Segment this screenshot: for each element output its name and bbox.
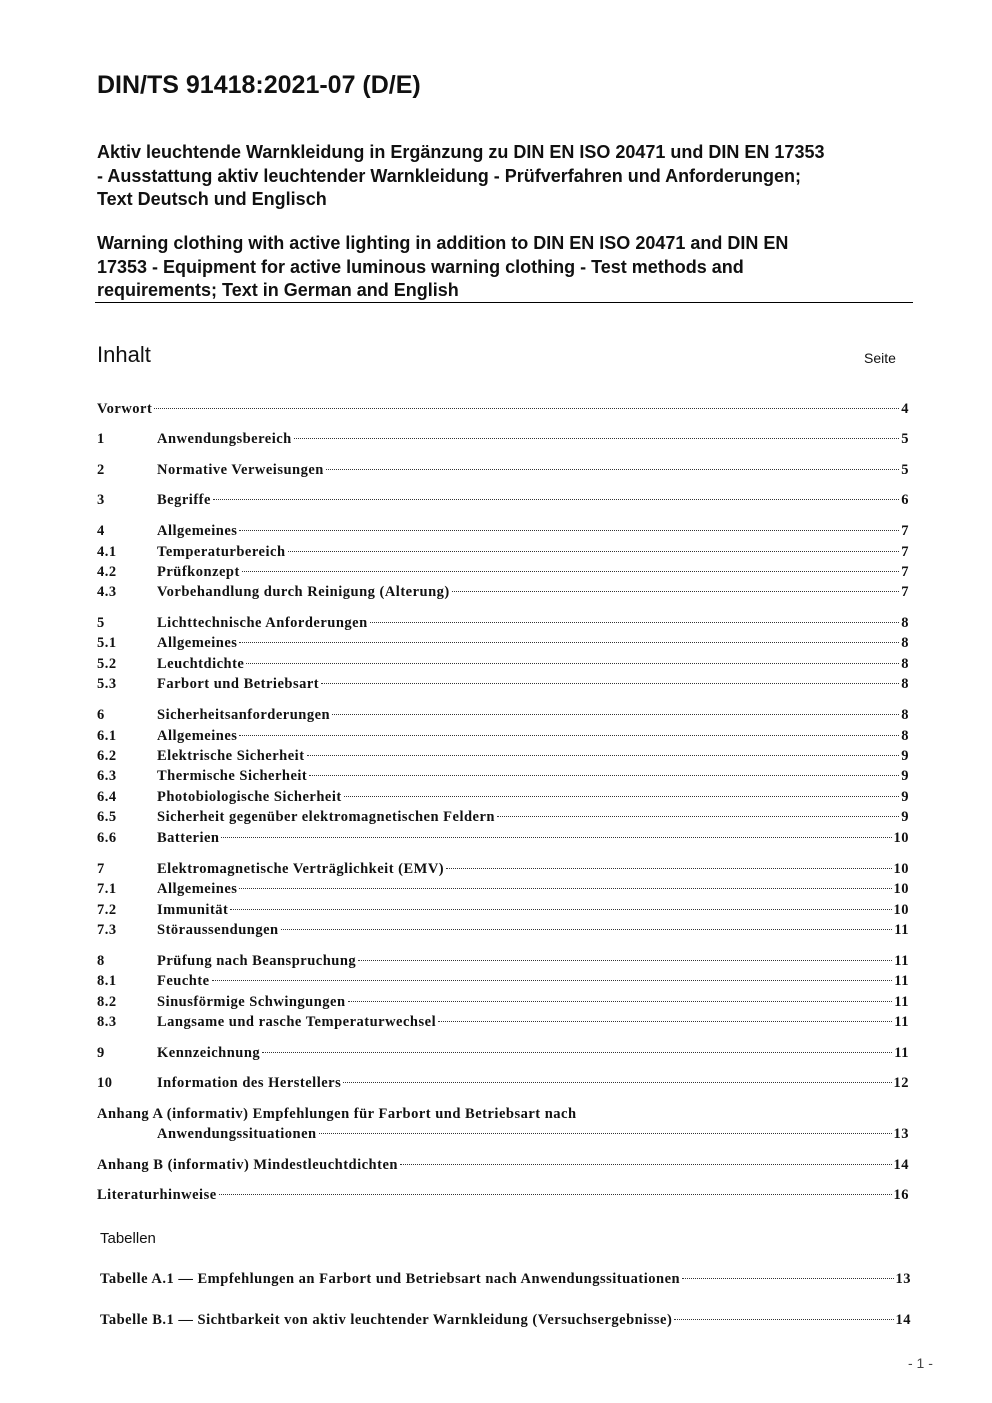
toc-entry-title: Normative Verweisungen — [157, 462, 324, 478]
table-entry-page: 13 — [895, 1271, 911, 1287]
title-divider — [95, 302, 913, 303]
toc-entry-title: Farbort und Betriebsart — [157, 676, 320, 692]
toc-entry[interactable] — [97, 460, 909, 480]
toc-entry[interactable] — [97, 705, 909, 725]
toc-entry-title: Sinusförmige Schwingungen — [157, 994, 346, 1010]
toc-entry-number: 5.3 — [97, 676, 117, 692]
dot-leader — [674, 1319, 893, 1320]
toc-entry[interactable] — [97, 920, 909, 940]
toc-entry-number: 8.3 — [97, 1014, 117, 1030]
toc-entry[interactable] — [97, 859, 909, 879]
toc-entry-page: 8 — [901, 615, 909, 631]
toc-entry-title: Anhang B (informativ) Mindestleuchtdichten — [97, 1157, 398, 1173]
dot-leader — [239, 735, 899, 736]
dot-leader — [452, 591, 900, 592]
toc-entry-number: 5.1 — [97, 635, 117, 651]
toc-entry-number: 6.2 — [97, 748, 117, 764]
toc-entry-number: 4.1 — [97, 544, 117, 560]
toc-entry-title: Allgemeines — [157, 523, 238, 539]
toc-entry-title: Störaussendungen — [157, 922, 279, 938]
dot-leader — [246, 663, 899, 664]
toc-entry-page: 6 — [901, 492, 909, 508]
toc-heading: Inhalt — [97, 342, 151, 367]
toc-entry-number: 6.6 — [97, 830, 117, 846]
toc-entry[interactable] — [97, 726, 909, 746]
toc-entry-title: Immunität — [157, 902, 229, 918]
toc-entry-number: 4.3 — [97, 584, 117, 600]
toc-entry-title: Vorwort — [97, 401, 153, 417]
page-number: - 1 - — [908, 1355, 933, 1371]
subtitle-english-line: requirements; Text in German and English — [97, 280, 459, 300]
toc-entry-number: 7 — [97, 861, 105, 877]
dot-leader — [221, 837, 891, 838]
dot-leader — [343, 1082, 891, 1083]
toc-entry-title: Elektromagnetische Verträglichkeit (EMV) — [157, 861, 445, 877]
toc-entry-page: 7 — [901, 564, 909, 580]
dot-leader — [400, 1164, 892, 1165]
toc-entry[interactable] — [97, 879, 909, 899]
toc-entry-title: Anwendungsbereich — [157, 431, 292, 447]
toc-entry-title: Allgemeines — [157, 728, 238, 744]
toc-entry-title: Kennzeichnung — [157, 1045, 261, 1061]
toc-entry-page: 16 — [893, 1187, 909, 1203]
dot-leader — [213, 499, 899, 500]
dot-leader — [281, 929, 893, 930]
toc-entry-number: 8.2 — [97, 994, 117, 1010]
table-entry-page: 14 — [895, 1312, 911, 1328]
toc-entry-title: Anwendungssituationen — [157, 1126, 317, 1142]
toc-entry[interactable] — [97, 828, 909, 848]
toc-entry-title: Lichttechnische Anforderungen — [157, 615, 368, 631]
toc-entry-page: 9 — [901, 789, 909, 805]
toc-entry-page: 9 — [901, 768, 909, 784]
subtitle-german-line: Text Deutsch und Englisch — [97, 189, 327, 209]
toc-entry-page: 11 — [894, 1014, 909, 1030]
dot-leader — [370, 622, 900, 623]
toc-entry-page: 8 — [901, 676, 909, 692]
toc-entry-title: Photobiologische Sicherheit — [157, 789, 342, 805]
toc-entry-page: 8 — [901, 707, 909, 723]
toc-entry[interactable] — [97, 971, 909, 991]
subtitle-english — [97, 232, 927, 303]
table-entry-title: Tabelle A.1 — Empfehlungen an Farbort und Betriebsart nach Anwendungssituationen — [100, 1271, 681, 1287]
toc-entry-number: 6.5 — [97, 809, 117, 825]
toc-entry[interactable] — [97, 633, 909, 653]
toc-entry-annex-b[interactable] — [97, 1155, 909, 1175]
toc-entry[interactable] — [97, 562, 909, 582]
subtitle-german-line: Aktiv leuchtende Warnkleidung in Ergänzung zu DIN EN ISO 20471 und DIN EN 17353 — [97, 142, 825, 162]
dot-leader — [307, 755, 900, 756]
subtitle-german — [97, 141, 927, 212]
toc-entry-title: Anhang A (informativ) Empfehlungen für Farbort und Betriebsart nach — [97, 1106, 577, 1122]
toc-entry-number: 6.3 — [97, 768, 117, 784]
subtitle-english-line: 17353 - Equipment for active luminous warning clothing - Test methods and — [97, 256, 744, 277]
toc-entry-page: 7 — [901, 544, 909, 560]
toc-entry-page: 11 — [894, 994, 909, 1010]
toc-entry-title: Allgemeines — [157, 881, 238, 897]
dot-leader — [154, 408, 899, 409]
toc-entry-number: 5.2 — [97, 656, 117, 672]
toc-entry[interactable] — [97, 674, 909, 694]
toc-entry-title: Literaturhinweise — [97, 1187, 217, 1203]
toc-entry[interactable] — [97, 992, 909, 1012]
toc-entry-page: 13 — [893, 1126, 909, 1142]
toc-entry[interactable] — [97, 654, 909, 674]
toc-entry-number: 8.1 — [97, 973, 117, 989]
toc-entry-number: 6 — [97, 707, 105, 723]
table-entry-b1[interactable] — [100, 1310, 911, 1330]
toc-entry-title: Vorbehandlung durch Reinigung (Alterung) — [157, 584, 450, 600]
toc-entry[interactable] — [97, 1043, 909, 1063]
toc-entry-page: 10 — [893, 881, 909, 897]
toc-entry-number: 3 — [97, 492, 105, 508]
toc-entry-page: 11 — [894, 953, 909, 969]
toc-entry-title: Allgemeines — [157, 635, 238, 651]
toc-entry-page: 7 — [901, 584, 909, 600]
toc-entry-number: 7.1 — [97, 881, 117, 897]
toc-entry[interactable] — [97, 490, 909, 510]
toc-entry[interactable] — [97, 1073, 909, 1093]
toc-entry-number: 2 — [97, 462, 105, 478]
dot-leader — [497, 816, 899, 817]
dot-leader — [294, 438, 900, 439]
dot-leader — [358, 960, 892, 961]
toc-entry-bibliography[interactable] — [97, 1185, 909, 1205]
dot-leader — [309, 775, 899, 776]
toc-entry-number: 7.3 — [97, 922, 117, 938]
subtitle-german-line: - Ausstattung aktiv leuchtender Warnkleidung - Prüfverfahren und Anforderungen; — [97, 165, 802, 186]
toc-entry-title: Prüfung nach Beanspruchung — [157, 953, 357, 969]
toc-entry-number: 1 — [97, 431, 105, 447]
toc-entry-page: 10 — [893, 861, 909, 877]
toc-entry-page: 7 — [901, 523, 909, 539]
toc-entry-number: 6.1 — [97, 728, 117, 744]
dot-leader — [438, 1021, 892, 1022]
toc-entry-title: Feuchte — [157, 973, 210, 989]
toc-entry-number: 4 — [97, 523, 105, 539]
toc-entry[interactable] — [97, 399, 909, 419]
toc-entry-page: 9 — [901, 809, 909, 825]
toc-entry-page: 5 — [901, 462, 909, 478]
toc-entry-page: 11 — [894, 922, 909, 938]
dot-leader — [239, 530, 899, 531]
toc-entry-number: 8 — [97, 953, 105, 969]
toc-entry[interactable] — [97, 521, 909, 541]
toc-entry-page: 11 — [894, 1045, 909, 1061]
document-title: DIN/TS 91418:2021-07 (D/E) — [97, 71, 421, 99]
toc-entry-title: Information des Herstellers — [157, 1075, 342, 1091]
toc-entry-page: 11 — [894, 973, 909, 989]
toc-entry[interactable] — [97, 807, 909, 827]
dot-leader — [239, 888, 891, 889]
dot-leader — [212, 980, 893, 981]
toc-entry-title: Langsame und rasche Temperaturwechsel — [157, 1014, 437, 1030]
dot-leader — [239, 642, 899, 643]
toc-entry-annex-a-continued[interactable] — [157, 1124, 909, 1144]
toc-entry[interactable] — [97, 787, 909, 807]
toc-entry-number: 4.2 — [97, 564, 117, 580]
toc-entry-page: 8 — [901, 635, 909, 651]
dot-leader — [332, 714, 899, 715]
toc-entry-number: 10 — [97, 1075, 113, 1091]
dot-leader — [326, 469, 899, 470]
toc-entry-title: Elektrische Sicherheit — [157, 748, 305, 764]
dot-leader — [348, 1001, 893, 1002]
toc-entry-number: 9 — [97, 1045, 105, 1061]
toc-entry-title: Temperaturbereich — [157, 544, 286, 560]
toc-entry[interactable] — [97, 900, 909, 920]
dot-leader — [242, 571, 899, 572]
toc-entry-page: 4 — [901, 401, 909, 417]
toc-entry-title: Prüfkonzept — [157, 564, 240, 580]
toc-entry[interactable] — [97, 613, 909, 633]
toc-entry-title: Leuchtdichte — [157, 656, 245, 672]
toc-entry-title: Sicherheit gegenüber elektromagnetischen Feldern — [157, 809, 495, 825]
toc-entry[interactable] — [97, 1012, 909, 1032]
dot-leader — [446, 868, 891, 869]
toc-entry[interactable] — [97, 429, 909, 449]
toc-entry-number: 7.2 — [97, 902, 117, 918]
toc-entry-title: Sicherheitsanforderungen — [157, 707, 331, 723]
toc-entry-page: 8 — [901, 656, 909, 672]
toc-entry-page: 10 — [893, 830, 909, 846]
toc-entry-page: 12 — [893, 1075, 909, 1091]
toc-entry-page: 9 — [901, 748, 909, 764]
tables-heading: Tabellen — [100, 1230, 156, 1247]
toc-entry-page: 8 — [901, 728, 909, 744]
toc-entry[interactable] — [97, 542, 909, 562]
toc-entry[interactable] — [97, 766, 909, 786]
toc-entry-number: 6.4 — [97, 789, 117, 805]
dot-leader — [344, 796, 900, 797]
toc-entry-page: 14 — [893, 1157, 909, 1173]
toc-page-label: Seite — [864, 350, 896, 366]
toc-entry[interactable] — [97, 582, 909, 602]
toc-entry-page: 10 — [893, 902, 909, 918]
dot-leader — [230, 909, 891, 910]
dot-leader — [288, 551, 900, 552]
toc-entry-annex-a[interactable] — [97, 1104, 909, 1124]
toc-entry-title: Batterien — [157, 830, 220, 846]
toc-entry-title: Thermische Sicherheit — [157, 768, 308, 784]
table-entry-title: Tabelle B.1 — Sichtbarkeit von aktiv leuchtender Warnkleidung (Versuchsergebnisse) — [100, 1312, 673, 1328]
toc-entry-number: 5 — [97, 615, 105, 631]
dot-leader — [682, 1278, 893, 1279]
dot-leader — [262, 1052, 892, 1053]
toc-entry[interactable] — [97, 951, 909, 971]
dot-leader — [319, 1133, 892, 1134]
toc-entry-page: 5 — [901, 431, 909, 447]
subtitle-english-line: Warning clothing with active lighting in addition to DIN EN ISO 20471 and DIN EN — [97, 233, 789, 253]
toc-entry[interactable] — [97, 746, 909, 766]
dot-leader — [321, 683, 899, 684]
table-entry-a1[interactable] — [100, 1269, 911, 1289]
dot-leader — [219, 1194, 892, 1195]
toc-entry-title: Begriffe — [157, 492, 211, 508]
